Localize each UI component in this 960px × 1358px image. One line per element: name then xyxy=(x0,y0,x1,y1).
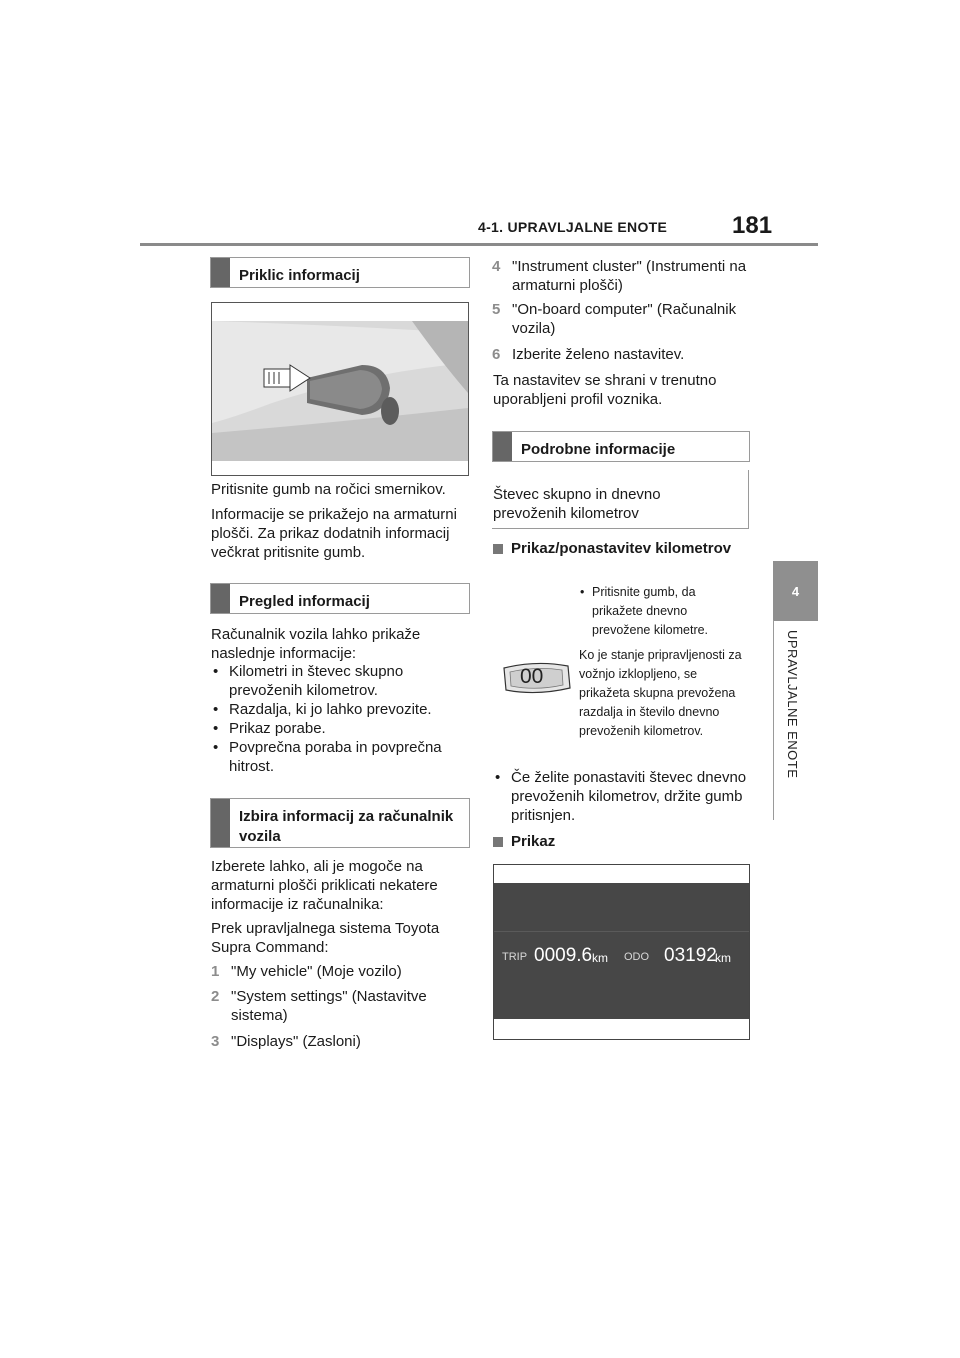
small-bullet xyxy=(578,583,748,640)
list-item: • Povprečna poraba in povprečna hitrost. xyxy=(211,738,471,776)
step-number: 1 xyxy=(211,963,220,980)
paragraph: Računalnik vozila lahko prikaže naslednje informacije: xyxy=(211,626,421,662)
list-item: • Pritisnite gumb, da prikažete dnevno prevožene kilometre. xyxy=(578,583,748,640)
step-text: Izberite želeno nastavitev. xyxy=(512,346,685,363)
heading-text: Priklic informacij xyxy=(239,267,360,284)
list-item: • Če želite ponastaviti števec dnevno prevoženih kilometrov, držite gumb pritisnjen. xyxy=(493,768,753,825)
paragraph: Prek upravljalnega sistema Toyota Supra Command: xyxy=(211,920,440,956)
step-item xyxy=(492,345,774,364)
chapter-tab-line xyxy=(773,620,774,820)
paragraph: Izberete lahko, ali je mogoče na armaturni plošči priklicati nekatere informacije iz računalnika: xyxy=(211,858,438,913)
section-heading: Prikaz xyxy=(493,832,751,851)
step-text: "On-board computer" (Računalnik vozila) xyxy=(512,301,737,337)
heading-box-priklic xyxy=(210,257,470,288)
step-text: "Displays" (Zasloni) xyxy=(231,1033,361,1050)
heading-bar xyxy=(211,258,230,287)
list-item: • Kilometri in števec skupno prevoženih kilometrov. xyxy=(211,662,471,700)
step-item xyxy=(492,257,774,295)
subheading-rule xyxy=(492,528,749,529)
chapter-tab: 4 xyxy=(773,561,818,621)
trip-button-illustration xyxy=(500,660,572,696)
step-item xyxy=(211,1032,491,1051)
list-item: • Prikaz porabe. xyxy=(211,719,471,738)
step-number: 3 xyxy=(211,1033,220,1050)
step-text: "Instrument cluster" (Instrumenti na armaturni plošči) xyxy=(512,258,747,294)
bullet-list xyxy=(493,768,753,825)
heading-bar xyxy=(493,432,512,461)
paragraph: Pritisnite gumb na ročici smernikov. xyxy=(211,481,446,498)
list-item: • Razdalja, ki jo lahko prevozite. xyxy=(211,700,471,719)
step-text: "My vehicle" (Moje vozilo) xyxy=(231,963,402,980)
heading-bar xyxy=(211,799,230,847)
subheading-rule-vertical xyxy=(748,470,749,529)
step-item xyxy=(211,987,471,1025)
stalk-button-illustration xyxy=(211,302,469,476)
trip-unit: km xyxy=(592,951,608,965)
step-text: "System settings" (Nastavitve sistema) xyxy=(231,988,427,1024)
odometer-display-illustration xyxy=(493,864,750,1040)
odo-value: 03192 xyxy=(664,945,717,966)
step-number: 2 xyxy=(211,988,220,1005)
display-divider xyxy=(494,931,749,932)
chapter-label: UPRAVLJALNE ENOTE xyxy=(785,630,800,779)
odo-unit: km xyxy=(715,951,731,965)
heading-box-pregled xyxy=(210,583,470,614)
step-number: 4 xyxy=(492,258,501,275)
trip-value: 0009.6 xyxy=(534,945,593,966)
section-heading: Prikaz/ponastavitev kilometrov xyxy=(493,539,751,558)
heading-box-podrobne xyxy=(492,431,750,462)
heading-bar xyxy=(211,584,230,613)
page-number: 181 xyxy=(732,212,773,239)
heading-text: Izbira informacij za računalnik vozila xyxy=(239,808,454,845)
step-item xyxy=(492,300,752,338)
stalk-drawing xyxy=(212,303,468,475)
step-item xyxy=(211,962,491,981)
step-number: 5 xyxy=(492,301,501,318)
heading-text: Pregled informacij xyxy=(239,593,370,610)
heading-box-izbira xyxy=(210,798,470,848)
paragraph: Ta nastavitev se shrani v trenutno uporabljeni profil voznika. xyxy=(493,372,717,408)
subheading: Števec skupno in dnevno prevoženih kilometrov xyxy=(493,486,661,522)
trip-label: TRIP xyxy=(502,951,528,963)
odo-label: ODO xyxy=(624,951,650,963)
heading-text: Podrobne informacije xyxy=(521,441,676,458)
paragraph: Informacije se prikažejo na armaturni plošči. Za prikaz dodatnih informacij večkrat pritisnite gumb. xyxy=(211,506,457,561)
section-title: 4-1. UPRAVLJALNE ENOTE xyxy=(478,219,668,235)
paragraph-small: Ko je stanje pripravljenosti za vožnjo izklopljeno, se prikažeta skupna prevožena razdalja in število dnevno prevoženih kilometrov. xyxy=(579,648,742,738)
info-bullet-list xyxy=(211,662,471,776)
button-label: 00 xyxy=(520,665,544,688)
header-rule xyxy=(140,243,818,246)
step-number: 6 xyxy=(492,346,501,363)
